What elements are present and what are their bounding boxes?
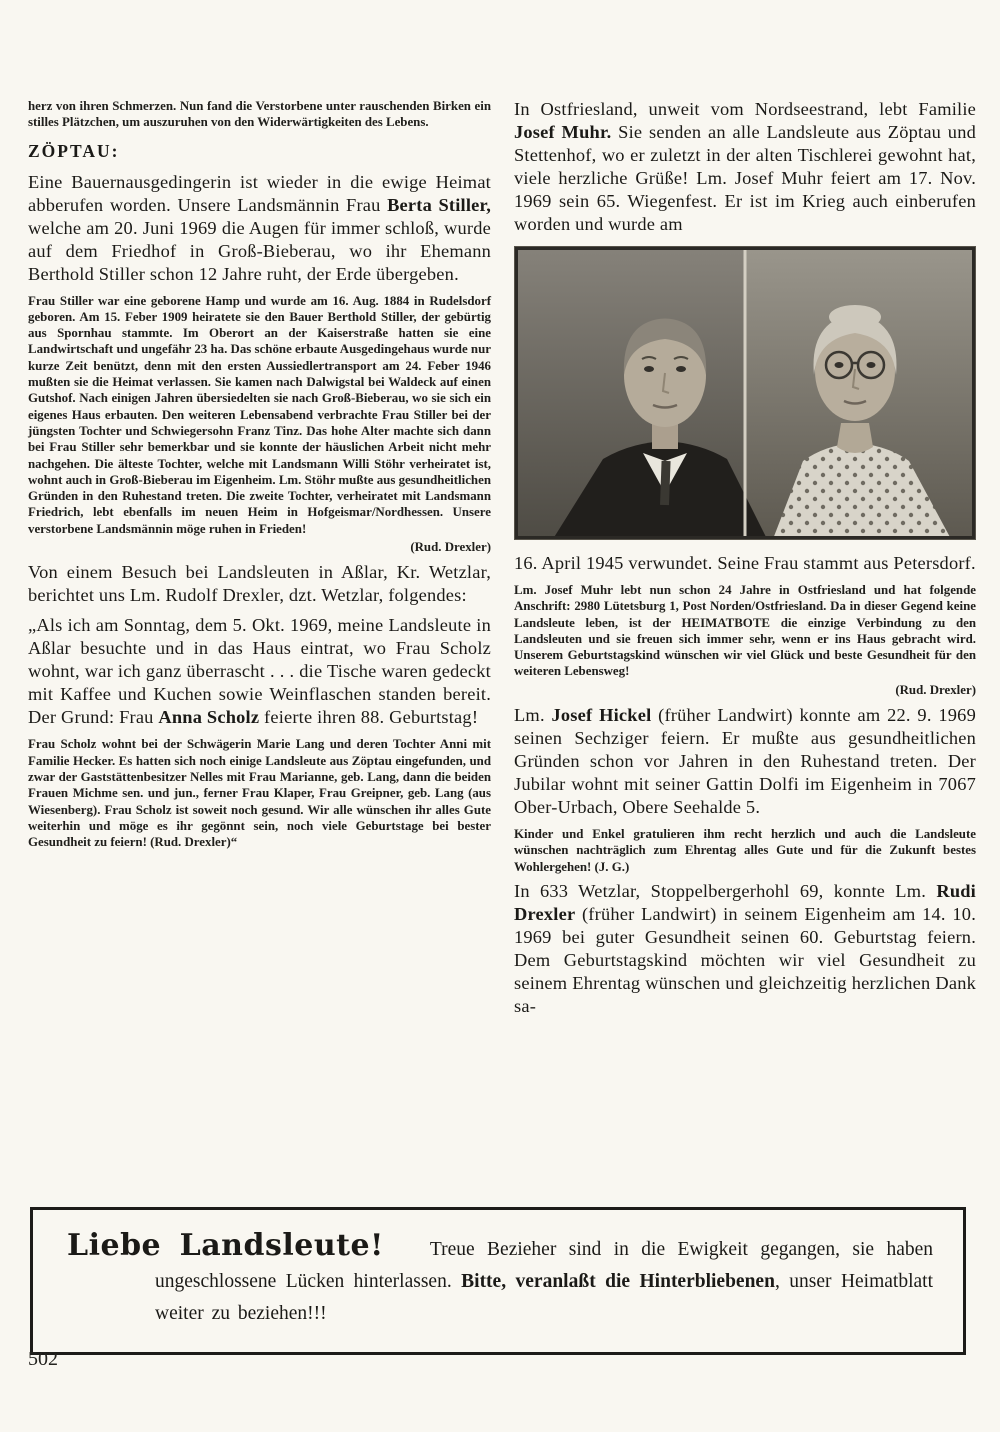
subscription-notice-box [30,1207,966,1355]
josef-hickel-paragraph: Lm. Josef Hickel (früher Landwirt) konnte am 22. 9. 1969 seinen Sechziger feiern. Er mußte aus gesundheitlichen Gründen schon vor Jahren in den Ruhestand treten. Der Jubilar wohnt mit seiner Gattin Dolfi im Eigenheim in 7067 Ober-Urbach, Obere Seehalde 5. [514,705,976,818]
couple-photo-graphic [515,247,975,539]
photo-elderly-couple [514,246,976,540]
section-heading-zoeptau: ZÖPTAU: [28,140,120,161]
josef-hickel-congratulations: Kinder und Enkel gratulieren ihm recht herzlich und auch die Landsleute wünschen nachträglich zum Ehrentag alles Gute und für die Zukunft bestes Wohlergehen! (J. G.) [514,827,976,874]
visit-report-intro: Von einem Besuch bei Landsleuten in Aßlar, Kr. Wetzlar, berichtet uns Lm. Rudolf Drexler, dzt. Wetzlar, folgendes: [28,562,491,606]
continuation-paragraph: herz von ihren Schmerzen. Nun fand die Verstorbene unter rauschenden Birken ein stilles Plätzchen, um auszuruhen von den Widerwärtigkeiten des Lebens. [28,99,491,130]
byline-rud-drexler-1: (Rud. Drexler) [410,540,491,555]
right-column [514,98,976,1025]
byline-rud-drexler-2: (Rud. Drexler) [895,682,976,697]
anna-scholz-details: Frau Scholz wohnt bei der Schwägerin Marie Lang und deren Tochter Anni mit Familie Hecker. Es hatten sich noch einige Landsleute aus Zöptau eingefunden, und zwar der Gaststättenbesitzer Nelles mit Frau Marianne, geb. Lang, dann die beiden Frauen Michme sen. und jun., ferner Frau Klaper, Frau Greipner, geb. Lang (aus Wiesenberg). Frau Scholz ist soweit noch gesund. Wir alle wünschen ihr alles Gute weiterhin und möge es ihr gegönnt sein, noch viele Geburtstage bei bester Gesundheit zu feiern! (Rud. Drexler)“ [28,737,491,850]
josef-muhr-paragraph: In Ostfriesland, unweit vom Nordseestrand, lebt Familie Josef Muhr. Sie senden an alle Landsleute aus Zöptau und Stettenhof, wo er zuletzt in der alten Tischlerei gewohnt hat, viele herzliche Grüße! Lm. Josef Muhr feiert am 17. Nov. 1969 sein 65. Wiegenfest. Er ist im Krieg auch einberufen worden und wurde am [514,99,976,234]
obituary-berta-stiller-details: Frau Stiller war eine geborene Hamp und wurde am 16. Aug. 1884 in Rudelsdorf geboren. Am 15. Feber 1909 heiratete sie den Bauer Berthold Stiller, der gebürtig aus Spornhau stammte. Im Oberort an der Kaiserstraße hatten sie eine Landwirtschaft und ungefähr 23 ha. Das schöne erbaute Ausgedingehaus wurde nur kurze Zeit benützt, denn mit den ersten Aussiedlertransport am 24. Feber 1946 mußten sie die Heimat verlassen. Sie kamen nach Dalwigstal bei Waldeck auf einen Gutshof. Nach einigen Jahren übersiedelten sie nach Groß-Bieberau, wo sie sich ein eigenes Haus erbauten. Den weiteren Lebensabend verbrachte Frau Stiller bei der jüngsten Tochter und Schwiegersohn Franz Tinz. Das hohe Alter machte sich dann bei Frau Stiller sehr bemerkbar und sie konnte der häuslichen Arbeit nicht mehr nachgehen. Die älteste Tochter, welche mit Landsmann Willi Stöhr verheiratet ist, wohnt auch in Groß-Bieberau im Eigenheim. Lm. Stöhr mußte aus gesundheitlichen Gründen in den Ruhestand treten. Die zweite Tochter, verheiratet mit Landsmann Friedrich, lebt ebenfalls im neuen Heim in Hofgeismar/Nordhessen. Unsere verstorbene Landsmännin möge ruhen in Frieden! [28,293,491,536]
notice-heading: Liebe Landsleute! [67,1228,384,1263]
obituary-berta-stiller: Eine Bauernausgedingerin ist wieder in die ewige Heimat abberufen worden. Unsere Landsmännin Frau Berta Stiller, welche am 20. Juni 1969 die Augen für immer schloß, wurde auf dem Friedhof in Groß-Bieberau, wo ihr Ehemann Berthold Stiller schon 12 Jahre ruht, der Erde übergeben. [28,171,491,284]
notice-body: Treue Bezieher sind in die Ewigkeit gegangen, sie haben ungeschlossene Lücken hinterlassen. Bitte, veranlaßt die Hinterbliebenen, unser Heimatblatt weiter zu beziehen!!! [155,1239,934,1324]
rudi-drexler-paragraph: In 633 Wetzlar, Stoppelbergerhohl 69, konnte Lm. Rudi Drexler (früher Landwirt) in seinem Eigenheim am 14. 10. 1969 bei guter Gesundheit seinen 60. Geburtstag feiern. Dem Geburtstagskind möchten wir viel Gesundheit zu seinem Ehrentag wünschen und gleichzeitig herzlichen Dank sa- [514,880,976,1016]
notice-paragraph [67,1230,933,1330]
anna-scholz-birthday-paragraph: „Als ich am Sonntag, dem 5. Okt. 1969, meine Landsleute in Aßlar besuchte und in das Haus eintrat, wo Frau Scholz wohnt, war ich ganz überrascht . . . die Tische waren gedeckt mit Kaffee und Kuchen sowie Weinflaschen standen bereit. Der Grund: Frau Anna Scholz feierte ihren 88. Geburtstag! [28,615,491,728]
page-number: 502 [28,1348,58,1370]
left-column [28,98,491,855]
josef-muhr-paragraph-continued: 16. April 1945 verwundet. Seine Frau stammt aus Petersdorf. [514,553,976,573]
josef-muhr-details: Lm. Josef Muhr lebt nun schon 24 Jahre in Ostfriesland und hat folgende Anschrift: 2980 Lütetsburg 1, Post Norden/Ostfriesland. Da in dieser Gegend keine Landsleute leben, ist der HEIMATBOTE die einzige Verbindung zu den Landsleuten und sie freuen sich immer sehr, wenn er ins Haus gebracht wird. Unserem Geburtstagskind wünschen wir viel Glück und beste Gesundheit für den weiteren Lebensweg! [514,583,976,679]
